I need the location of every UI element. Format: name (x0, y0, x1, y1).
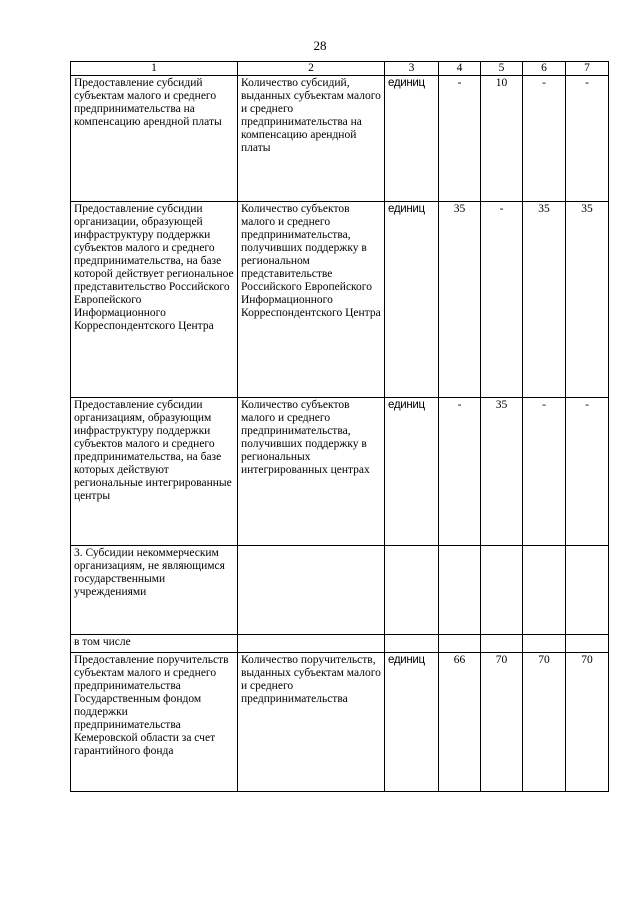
indicator-cell: Количество субъектов малого и среднего предпринимательства, получивших поддержку в региональном представительстве Российского Европейского Информационного Корреспондентского Центра (238, 202, 385, 398)
section-heading-cell: 3. Субсидии некоммерческим организациям, не являющимся государственными учреждениями (71, 546, 238, 635)
unit-cell: единиц (385, 202, 439, 398)
value-cell: 35 (439, 202, 481, 398)
measure-cell: Предоставление субсидий субъектам малого и среднего предпринимательства на компенсацию арендной платы (71, 76, 238, 202)
value-cell: - (566, 76, 609, 202)
value-cell: - (439, 398, 481, 546)
unit-cell (385, 546, 439, 635)
value-cell (481, 635, 523, 653)
column-number: 1 (71, 62, 238, 76)
table-row (71, 76, 609, 202)
unit-cell (385, 635, 439, 653)
indicator-cell: Количество поручительств, выданных субъектам малого и среднего предпринимательства (238, 653, 385, 792)
value-cell: 35 (523, 202, 566, 398)
value-cell: 10 (481, 76, 523, 202)
column-number: 6 (523, 62, 566, 76)
table-row (71, 202, 609, 398)
table-row (71, 653, 609, 792)
value-cell (439, 635, 481, 653)
indicator-cell (238, 635, 385, 653)
value-cell (523, 635, 566, 653)
indicator-cell: Количество субсидий, выданных субъектам малого и среднего предпринимательства на компенсацию арендной платы (238, 76, 385, 202)
value-cell: 70 (566, 653, 609, 792)
measure-cell: Предоставление субсидии организациям, образующим инфраструктуру поддержки субъектов малого и среднего предпринимательства, на базе которых действуют региональные интегрированные центры (71, 398, 238, 546)
value-cell (566, 546, 609, 635)
measure-cell: Предоставление субсидии организации, образующей инфраструктуру поддержки субъектов малого и среднего предпринимательства, на базе которой действует региональное представительство Российского Европейского Информационного Корреспондентского Центра (71, 202, 238, 398)
value-cell: 66 (439, 653, 481, 792)
column-number: 7 (566, 62, 609, 76)
value-cell (439, 546, 481, 635)
table-row (71, 635, 609, 653)
indicator-cell: Количество субъектов малого и среднего предпринимательства, получивших поддержку в региональных интегрированных центрах (238, 398, 385, 546)
page-number: 28 (313, 38, 327, 53)
measure-cell: Предоставление поручительств субъектам малого и среднего предпринимательства Государственным фондом поддержки предпринимательства Кемеровской области за счет гарантийного фонда (71, 653, 238, 792)
unit-cell: единиц (385, 653, 439, 792)
including-cell: в том числе (71, 635, 238, 653)
table-row (71, 398, 609, 546)
indicators-table (70, 61, 609, 792)
column-number: 3 (385, 62, 439, 76)
value-cell: - (481, 202, 523, 398)
value-cell: - (523, 76, 566, 202)
table-row (71, 546, 609, 635)
value-cell (566, 635, 609, 653)
column-number-row (71, 62, 609, 76)
unit-cell: единиц (385, 76, 439, 202)
indicator-cell (238, 546, 385, 635)
value-cell: 35 (566, 202, 609, 398)
value-cell: 70 (523, 653, 566, 792)
value-cell: 70 (481, 653, 523, 792)
value-cell: 35 (481, 398, 523, 546)
value-cell (481, 546, 523, 635)
column-number: 4 (439, 62, 481, 76)
value-cell: - (523, 398, 566, 546)
unit-cell: единиц (385, 398, 439, 546)
column-number: 2 (238, 62, 385, 76)
column-number: 5 (481, 62, 523, 76)
value-cell: - (566, 398, 609, 546)
value-cell (523, 546, 566, 635)
value-cell: - (439, 76, 481, 202)
